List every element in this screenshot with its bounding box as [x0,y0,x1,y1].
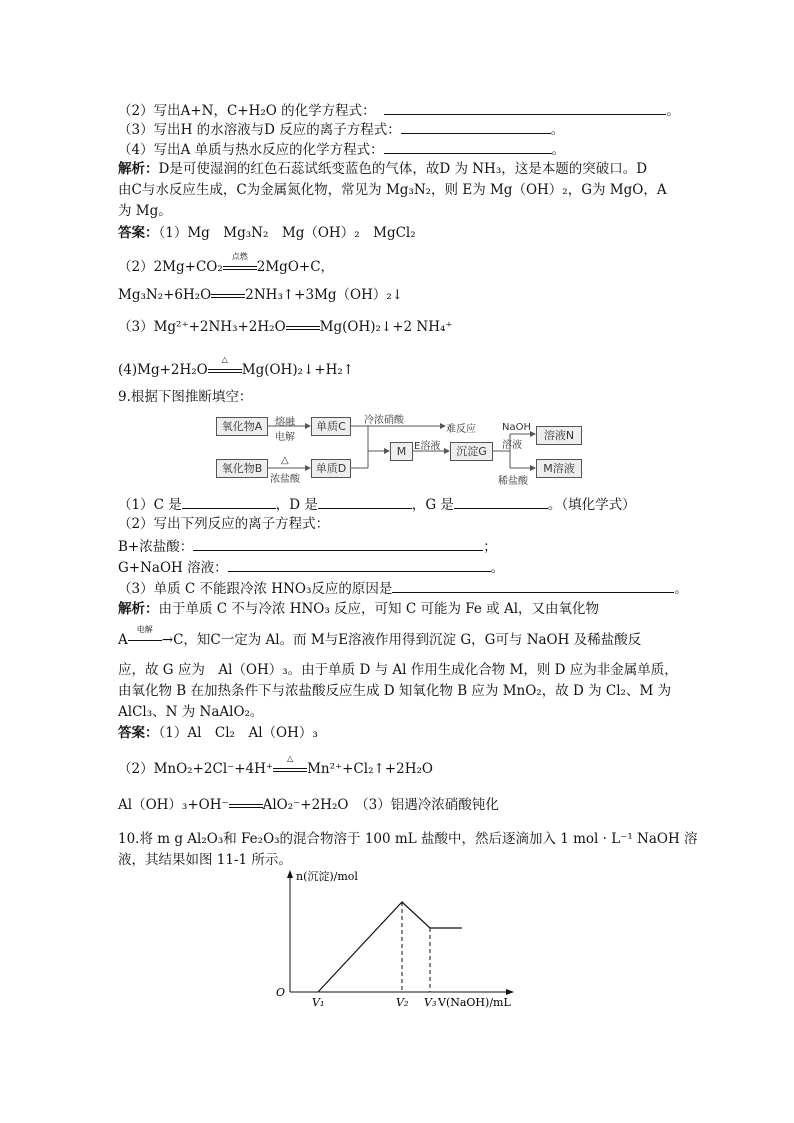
x-axis-label: V(NaOH)/mL [438,996,511,1009]
label-naoh: NaOH [502,422,531,433]
answer-blank[interactable] [392,578,674,593]
solution-line: 应，故 G 应为 Al（OH）₃。由于单质 D 与 Al 作用生成化合物 M，则 D 应为非金属单质， [118,662,678,678]
x-tick-label: V₁ [312,996,325,1009]
answer-line: （3）Mg²⁺+2NH₃+2H₂O Mg(OH)₂↓+2 NH₄⁺ [118,319,453,335]
answer-line: (4)Mg+2H₂O △ Mg(OH)₂↓+H₂↑ [118,355,355,378]
question-10-line: 液，其结果如图 11-1 所示。 [118,852,292,868]
solution-line: 解析：由于单质 C 不与冷浓 HNO₃ 反应，可知 C 可能为 Fe 或 Al，又由氧化物 [118,601,600,617]
label-e-solution: E溶液 [414,441,441,452]
solution-line: 为 Mg。 [118,203,172,219]
q9-part1: （1）C 是 ，D 是 ，G 是 。（填化学式） [118,494,636,514]
answer-line: 答案：（1）Al Cl₂ Al（OH）₃ [118,725,318,741]
solution-n-box: 溶液N [536,426,582,445]
label-electrolysis: 电解 [275,432,295,443]
label-hard-react: 难反应 [446,424,476,435]
answer-line: （2）2Mg+CO₂ 点燃 2MgO+C， [118,252,335,275]
q9-part2a: B+浓盐酸： ； [118,536,497,556]
q9-part2: （2）写出下列反应的离子方程式： [118,516,330,532]
precipitate-chart [270,866,532,1010]
answer-blank[interactable] [454,494,548,509]
q9-part2b: G+NaOH 溶液： 。 [118,557,504,577]
x-tick-label: V₂ [396,996,409,1009]
m-box: M [390,442,413,461]
q8-part4: （4）写出A 单质与热水反应的化学方程式： 。 [118,139,565,159]
answer-blank[interactable] [318,494,412,509]
q8-part3: （3）写出H 的水溶液与D 反应的离子方程式： 。 [118,119,564,139]
answer-blank[interactable] [182,494,276,509]
origin-label: O [276,986,286,999]
solution-line: A 电解 →C，知C一定为 Al。而 M与E溶液作用得到沉淀 G，G可与 NaOH 及稀盐酸反 [118,625,642,648]
x-axis-arrow [506,989,514,995]
answer-blank[interactable] [193,536,483,551]
single-c-box: 单质C [311,417,351,436]
reaction-condition: △ [208,361,242,379]
answer-line: Mg₃N₂+6H₂O 2NH₃↑+3Mg（OH）₂↓ [118,287,404,303]
reaction-condition: △ [273,760,307,778]
label-dilute-hcl: 稀盐酸 [498,476,528,487]
single-d-box: 单质D [311,459,351,478]
answer-line: 答案：（1）Mg Mg₃N₂ Mg（OH）₂ MgCl₂ [118,225,416,241]
oxide-a-box: 氧化物A [216,417,268,436]
m-solution-box: M溶液 [536,459,582,478]
solution-line: AlCl₃、N 为 NaAlO₂。 [118,704,264,720]
q9-part3: （3）单质 C 不能跟冷浓 HNO₃反应的原因是 。 [118,578,688,598]
question-10-line: 10.将 m g Al₂O₃和 Fe₂O₃的混合物溶于 100 mL 盐酸中，然后逐滴加入 1 mol · L⁻¹ NaOH 溶 [118,831,698,847]
answer-line: Al（OH）₃+OH⁻ AlO₂⁻+2H₂O （3）铝遇冷浓硝酸钝化 [118,797,499,813]
q8-part2: （2）写出A+N，C+H₂O 的化学方程式： 。 [118,100,680,120]
precipitate-curve [318,902,462,992]
solution-line: 解析：D是可使湿润的红色石蕊试纸变蓝色的气体，故D 为 NH₃，这是本题的突破口。D [118,161,648,177]
label-cold-hno3: 冷浓硝酸 [364,415,404,426]
label-solution: 溶液 [502,440,522,451]
question-9-title: 9.根据下图推断填空： [118,389,253,405]
y-axis-arrow [287,870,293,878]
x-tick-label: V₃ [424,996,437,1009]
reaction-condition: 电解 [128,631,162,649]
solution-line: 由氧化物 B 在加热条件下与浓盐酸反应生成 D 知氧化物 B 应为 MnO₂，故 D 为 Cl₂、M 为 [118,683,672,699]
precipitate-g-box: 沉淀G [450,442,493,461]
solution-line: 由C与水反应生成，C为金属氮化物，常见为 Mg₃N₂，则 E为 Mg（OH）₂，G为 MgO，A [118,182,667,198]
label-melt: 熔融 [275,417,295,428]
label-heat: △ [281,455,289,466]
answer-line: （2）MnO₂+2Cl⁻+4H⁺ △ Mn²⁺+Cl₂↑+2H₂O [118,754,433,777]
label-conc-hcl: 浓盐酸 [270,474,300,485]
reaction-condition: 点燃 [223,258,257,276]
answer-blank[interactable] [228,557,491,572]
oxide-b-box: 氧化物B [216,459,268,478]
y-axis-label: n(沉淀)/mol [296,870,358,883]
